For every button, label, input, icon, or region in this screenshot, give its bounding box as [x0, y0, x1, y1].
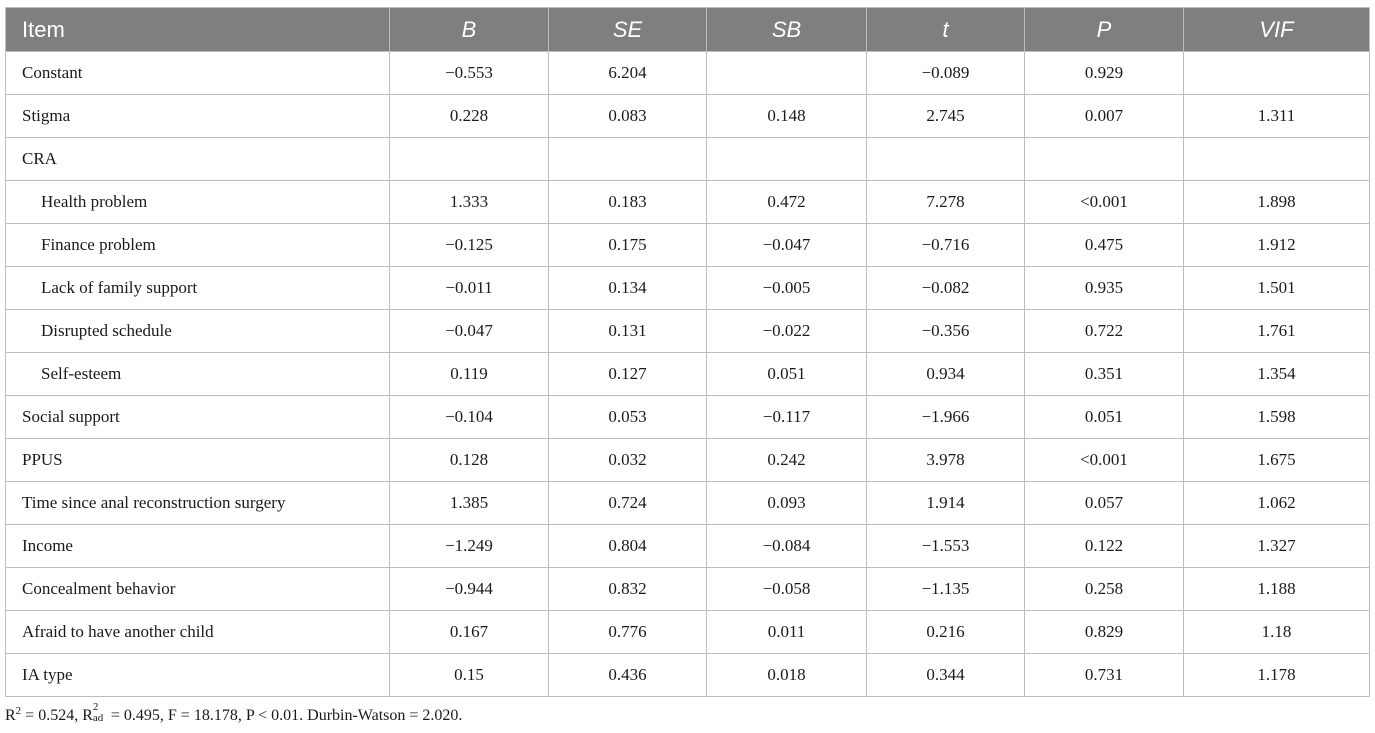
table-row: [6, 181, 1370, 224]
cell-se: 0.776: [549, 611, 707, 654]
cell-sb: 0.242: [707, 439, 867, 482]
cell-vif: 1.761: [1184, 310, 1370, 353]
cell-vif: 1.311: [1184, 95, 1370, 138]
header-item: Item: [6, 8, 390, 52]
cell-se: 0.134: [549, 267, 707, 310]
cell-p: 0.057: [1025, 482, 1184, 525]
cell-se: 0.804: [549, 525, 707, 568]
cell-b: 0.228: [390, 95, 549, 138]
cell-sb: 0.093: [707, 482, 867, 525]
cell-t: −0.356: [867, 310, 1025, 353]
cell-p: <0.001: [1025, 439, 1184, 482]
table-row: [6, 396, 1370, 439]
cell-t: −0.716: [867, 224, 1025, 267]
footnote-r2-sup: 2: [15, 705, 22, 717]
cell-b: −1.249: [390, 525, 549, 568]
row-label: Lack of family support: [6, 267, 390, 310]
footnote-radj-sub: ad: [92, 712, 104, 724]
cell-p: 0.929: [1025, 52, 1184, 95]
cell-se: 6.204: [549, 52, 707, 95]
cell-b: 1.333: [390, 181, 549, 224]
cell-p: 0.351: [1025, 353, 1184, 396]
cell-vif: 1.327: [1184, 525, 1370, 568]
cell-p: 0.829: [1025, 611, 1184, 654]
cell-se: 0.083: [549, 95, 707, 138]
cell-se: 0.127: [549, 353, 707, 396]
cell-vif: 1.18: [1184, 611, 1370, 654]
table-row: [6, 138, 1370, 181]
cell-sb: 0.148: [707, 95, 867, 138]
cell-sb: 0.018: [707, 654, 867, 697]
cell-sb: 0.472: [707, 181, 867, 224]
cell-p: 0.731: [1025, 654, 1184, 697]
cell-vif: [1184, 52, 1370, 95]
cell-t: [867, 138, 1025, 181]
row-label: Constant: [6, 52, 390, 95]
table-row: [6, 654, 1370, 697]
cell-vif: 1.598: [1184, 396, 1370, 439]
cell-p: 0.122: [1025, 525, 1184, 568]
cell-vif: 1.188: [1184, 568, 1370, 611]
cell-p: 0.051: [1025, 396, 1184, 439]
cell-sb: −0.084: [707, 525, 867, 568]
cell-p: <0.001: [1025, 181, 1184, 224]
cell-b: −0.104: [390, 396, 549, 439]
row-label: Health problem: [6, 181, 390, 224]
cell-b: 1.385: [390, 482, 549, 525]
cell-vif: 1.898: [1184, 181, 1370, 224]
cell-vif: 1.912: [1184, 224, 1370, 267]
footnote-r2-label: R: [5, 707, 16, 724]
cell-p: 0.722: [1025, 310, 1184, 353]
cell-t: −1.553: [867, 525, 1025, 568]
cell-se: 0.053: [549, 396, 707, 439]
row-label: Time since anal reconstruction surgery: [6, 482, 390, 525]
cell-sb: 0.011: [707, 611, 867, 654]
cell-t: 0.344: [867, 654, 1025, 697]
cell-vif: 1.062: [1184, 482, 1370, 525]
cell-t: −0.089: [867, 52, 1025, 95]
cell-p: 0.475: [1025, 224, 1184, 267]
cell-b: 0.167: [390, 611, 549, 654]
cell-p: 0.935: [1025, 267, 1184, 310]
cell-t: 2.745: [867, 95, 1025, 138]
cell-se: 0.832: [549, 568, 707, 611]
cell-b: −0.011: [390, 267, 549, 310]
cell-b: 0.128: [390, 439, 549, 482]
cell-se: 0.175: [549, 224, 707, 267]
table-header-row: [6, 8, 1370, 52]
table-row: [6, 224, 1370, 267]
cell-b: −0.553: [390, 52, 549, 95]
cell-t: 1.914: [867, 482, 1025, 525]
cell-p: [1025, 138, 1184, 181]
cell-sb: 0.051: [707, 353, 867, 396]
header-vif: VIF: [1184, 8, 1370, 52]
table-row: [6, 439, 1370, 482]
cell-vif: 1.178: [1184, 654, 1370, 697]
table-row: [6, 310, 1370, 353]
header-t: t: [867, 8, 1025, 52]
row-label: Concealment behavior: [6, 568, 390, 611]
row-label: Social support: [6, 396, 390, 439]
cell-b: [390, 138, 549, 181]
row-label: Self-esteem: [6, 353, 390, 396]
cell-se: 0.436: [549, 654, 707, 697]
table-row: [6, 568, 1370, 611]
cell-b: 0.15: [390, 654, 549, 697]
cell-sb: −0.022: [707, 310, 867, 353]
cell-t: −0.082: [867, 267, 1025, 310]
cell-b: −0.125: [390, 224, 549, 267]
header-b: B: [390, 8, 549, 52]
table-row: [6, 611, 1370, 654]
footnote-r2-value: = 0.524,: [21, 707, 83, 724]
cell-t: 7.278: [867, 181, 1025, 224]
header-sb: SB: [707, 8, 867, 52]
header-se: SE: [549, 8, 707, 52]
cell-b: 0.119: [390, 353, 549, 396]
row-label: PPUS: [6, 439, 390, 482]
cell-sb: −0.058: [707, 568, 867, 611]
table-row: [6, 482, 1370, 525]
table-row: [6, 353, 1370, 396]
cell-vif: 1.501: [1184, 267, 1370, 310]
regression-table: [5, 7, 1370, 697]
row-label: Afraid to have another child: [6, 611, 390, 654]
table-footnote: [5, 701, 463, 725]
cell-b: −0.944: [390, 568, 549, 611]
cell-sb: −0.117: [707, 396, 867, 439]
cell-b: −0.047: [390, 310, 549, 353]
cell-p: 0.258: [1025, 568, 1184, 611]
table-row: [6, 525, 1370, 568]
cell-vif: 1.354: [1184, 353, 1370, 396]
row-label: Income: [6, 525, 390, 568]
row-label: Stigma: [6, 95, 390, 138]
cell-se: 0.183: [549, 181, 707, 224]
cell-se: 0.032: [549, 439, 707, 482]
cell-t: 3.978: [867, 439, 1025, 482]
footnote-radj-label: R: [82, 707, 93, 724]
cell-sb: [707, 52, 867, 95]
table-row: [6, 267, 1370, 310]
row-label: CRA: [6, 138, 390, 181]
row-label: IA type: [6, 654, 390, 697]
cell-se: [549, 138, 707, 181]
cell-se: 0.131: [549, 310, 707, 353]
cell-t: 0.934: [867, 353, 1025, 396]
cell-sb: [707, 138, 867, 181]
row-label: Finance problem: [6, 224, 390, 267]
cell-vif: [1184, 138, 1370, 181]
cell-sb: −0.005: [707, 267, 867, 310]
cell-p: 0.007: [1025, 95, 1184, 138]
footnote-radj-value: = 0.495, F = 18.178, P < 0.01. Durbin-Watson = 2.020.: [106, 707, 463, 724]
regression-table-container: [5, 7, 1369, 697]
footnote-radj-sup: 2: [92, 701, 99, 713]
row-label: Disrupted schedule: [6, 310, 390, 353]
cell-sb: −0.047: [707, 224, 867, 267]
table-row: [6, 95, 1370, 138]
cell-t: −1.135: [867, 568, 1025, 611]
cell-se: 0.724: [549, 482, 707, 525]
header-p: P: [1025, 8, 1184, 52]
cell-vif: 1.675: [1184, 439, 1370, 482]
table-body: [6, 52, 1370, 697]
table-row: [6, 52, 1370, 95]
cell-t: −1.966: [867, 396, 1025, 439]
cell-t: 0.216: [867, 611, 1025, 654]
